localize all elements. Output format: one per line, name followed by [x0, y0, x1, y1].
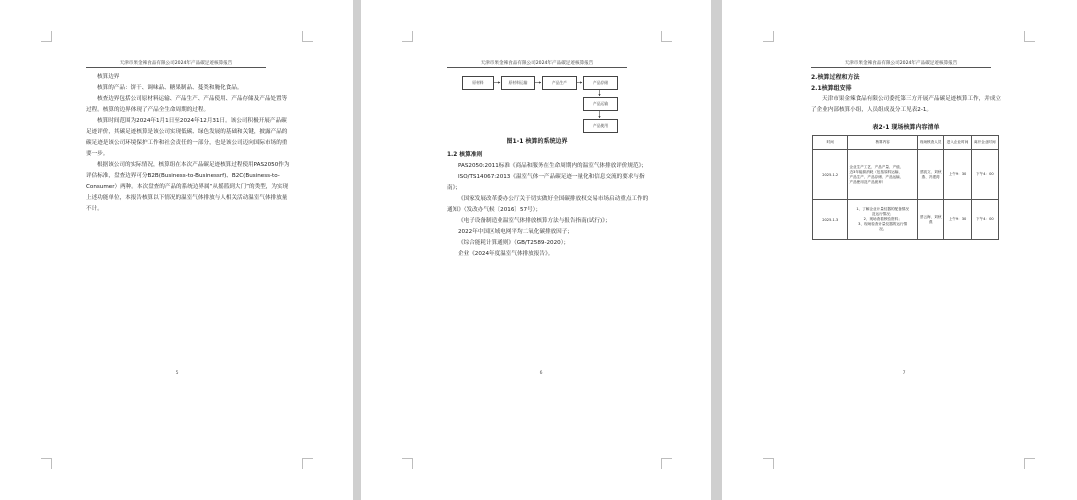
- flow-box-transport: 原材料运输: [501, 76, 535, 90]
- paragraph: PAS2050:2011标准《商品和服务在生命周期内的温室气体排放评价规范》；: [458, 163, 647, 169]
- document-page-6: [361, 0, 711, 500]
- staff-line: 蔡云海、刘秋: [919, 214, 942, 219]
- margin-mark: [41, 458, 52, 469]
- flow-box-production: 产品生产: [542, 76, 577, 90]
- column-header: 现场核查人员: [917, 136, 943, 150]
- paragraph: 核查边界包括公司原材料运输、产品生产、产品使用、产品存储及产品处置等过程。核算的边界体现了产品全生命周期的过程。: [86, 96, 288, 113]
- flow-box-raw-material: 原材料: [462, 76, 494, 90]
- margin-mark: [1024, 31, 1035, 42]
- cell-content: [848, 150, 917, 200]
- page-number: 5: [175, 371, 179, 376]
- flow-arrows: [361, 0, 711, 140]
- paragraph: 核算的产品：饼干、调味品、糖果制品、蔓类和腌化食品。: [97, 85, 243, 91]
- content-line: 产品生产、产品存储、产品运输、: [849, 174, 904, 179]
- cell-content: [848, 200, 917, 240]
- content-line: 及运行情况；: [871, 212, 894, 216]
- content-line: 1、了解企业计量仪器的配备情况: [856, 207, 909, 211]
- page-number: 7: [902, 371, 906, 376]
- table-title: 表2-1 现场核算内容清单: [872, 124, 940, 131]
- cell-staff: [917, 150, 943, 200]
- content-line: 企业生产工艺、产品产量、产值、: [849, 164, 904, 169]
- content-line: 况。: [879, 227, 887, 231]
- cell-time-out: 下午4：00: [971, 150, 998, 200]
- column-header: 进入企业时间: [944, 136, 971, 150]
- margin-mark: [41, 31, 52, 42]
- page-header: 天津市果金辣食品有限公司2024年产品碳足迹核算报告: [480, 61, 594, 66]
- cell-time-out: 下午4：00: [971, 200, 998, 240]
- margin-mark: [1024, 458, 1035, 469]
- document-page-5: [0, 0, 353, 500]
- cell-time-in: 上午9：30: [944, 150, 971, 200]
- paragraph: 天津市果金辣食品有限公司委托第三方开展产品碳足迹核算工作，并成立了企业内部核算小组，人员组成及分工见表2-1。: [811, 96, 1002, 113]
- column-header: 时间: [813, 136, 848, 150]
- margin-mark: [763, 31, 774, 42]
- section-heading: 1.2 核算准则: [447, 152, 483, 158]
- page-gap: [353, 0, 361, 500]
- table-row: [813, 200, 999, 240]
- page-body: [447, 150, 652, 260]
- section-heading: 2.1核算组安排: [811, 85, 852, 92]
- header-rule: [86, 67, 266, 68]
- margin-mark: [661, 458, 672, 469]
- paragraph: 《国家发展改革委办公厅关于切实做好全国碳排放权交易市场启动重点工作的通知》（发改办气候〔2016〕57号）；: [447, 196, 649, 213]
- paragraph: 核算边界: [97, 74, 120, 80]
- page-header: 天津市果金辣食品有限公司2024年产品碳足迹核算报告: [844, 61, 958, 66]
- page-header: 天津市果金辣食品有限公司2024年产品碳足迹核算报告: [119, 61, 233, 66]
- content-line: 2、现场查看核验资料；: [863, 217, 902, 221]
- page-body: [811, 72, 1001, 116]
- column-header: 核算内容: [848, 136, 917, 150]
- flow-box-shipping: 产品运输: [583, 97, 618, 111]
- paragraph: 核算时间范围为2024年1月1日至2024年12月31日。该公司积极开展产品碳足迹评价，其碳足迹核算是该公司实现低碳、绿色发展的基础和关键，披露产品的碳足迹是该公司环境保护工作和社会责任的一部分，也是该公司迈向国际市场的重要一步。: [86, 118, 288, 157]
- paragraph: 2022年中国区域电网平均二氧化碳排放因子；: [458, 229, 573, 235]
- cell-date: 2025.1.3: [813, 200, 848, 240]
- margin-mark: [302, 31, 313, 42]
- content-line: 近3年能源消耗（包括原料运输、: [849, 169, 903, 174]
- page-number: 6: [539, 371, 543, 376]
- content-line: 产品使用及产品废弃）: [849, 179, 886, 184]
- column-header: 离开企业时间: [971, 136, 998, 150]
- margin-mark: [302, 458, 313, 469]
- page-body: [86, 72, 291, 215]
- audit-schedule-table: [812, 135, 999, 240]
- table-row: [813, 150, 999, 200]
- paragraph: 《综合能耗计算通则》（GB/T2589-2020）；: [458, 240, 570, 246]
- figure-caption: 图1-1 核算的系统边界: [506, 138, 568, 145]
- staff-line: 燕、冯建湾: [921, 174, 940, 179]
- cell-staff: [917, 200, 943, 240]
- cell-time-in: 上午9：30: [944, 200, 971, 240]
- flow-box-use: 产品使用: [583, 119, 618, 133]
- chapter-heading: 2.核算过程和方法: [811, 74, 860, 81]
- margin-mark: [763, 458, 774, 469]
- content-line: 3、现场检查计量仪器的运行情: [858, 222, 908, 226]
- paragraph: 《电子设备制造业温室气体排放核算方法与报告指南(试行)》；: [458, 218, 611, 224]
- cell-date: 2025.1.2: [813, 150, 848, 200]
- paragraph: 根据该公司的实际情况，核算组在本次产品碳足迹核算过程使用PAS2050作为评估标准，盘查边界可分B2B(Business-to-Businessrf)、B2C(Business-to-Consumer）两种。本次盘查的产品的系统边界属“从摇篮到大门”的类型，为实现上述功能单位，本报告核算以下情况的温室气体排放与人相关活动温室气体排放量不计。: [86, 162, 290, 212]
- paragraph: 企业《2024年度温室气体排放报告》。: [458, 251, 554, 257]
- header-rule: [811, 67, 991, 68]
- page-gap: [711, 0, 722, 500]
- paragraph: ISO/TS14067:2013《温室气体一产品碳足迹一量化和信息交流的要求与指南》；: [447, 174, 645, 191]
- flow-box-storage: 产品存储: [583, 76, 618, 90]
- staff-line: 蔡凯文、刘秋: [919, 169, 942, 174]
- margin-mark: [402, 458, 413, 469]
- document-page-7: [722, 0, 1077, 500]
- staff-line: 燕: [928, 219, 933, 224]
